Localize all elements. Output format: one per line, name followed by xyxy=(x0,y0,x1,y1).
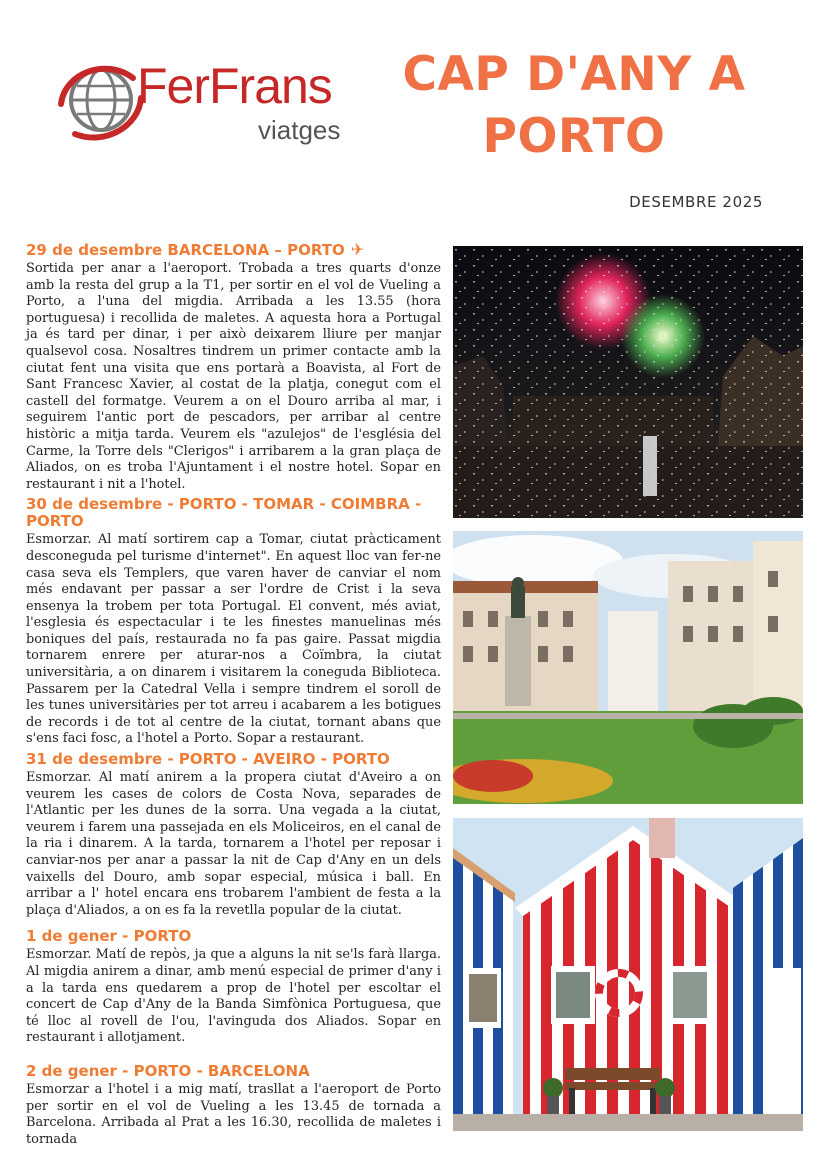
day-section xyxy=(26,496,441,748)
day-description: Esmorzar a l'hotel i a mig matí, trasllat a l'aeroport de Porto per sortir en el vol de Vueling a les 13.45 de tornada a Barcelona. Arribada al Prat a les 16.30, recollida de maletes i tornada xyxy=(26,1081,441,1147)
coimbra-square-photo xyxy=(453,531,803,804)
day-section xyxy=(26,928,441,1047)
globe-swoosh-logo-icon xyxy=(55,54,147,146)
day-section xyxy=(26,751,441,919)
trip-date: DESEMBRE 2025 xyxy=(629,193,763,211)
day-description: Esmorzar. Al matí sortirem cap a Tomar, ciutat pràcticament desconeguda pel turisme d'internet". En aquest lloc van fer-ne casa seva els Templers, que varen haver de canviar el nom més endavant per passar a ser l'ordre de Crist i la seva ensenya la trobem per tota Portugal. El convent, més aviat, l'esglesia és espectacular i te les finestes manuelinas més boniques del país, restaurada no fa pas gaire. Passat migdia tornarem enrere per aturar-nos a Coïmbra, la ciutat universitària, a on dinarem i visitarem la coneguda Biblioteca. Passarem per la Catedral Vella i sempre tindrem el soroll de les tunes universitàries per tot arreu i acabarem a les botigues de records i de tot al centre de la ciutat, tornant abans que s'ens faci fosc, a l'hotel a Porto. Sopar a restaurant. xyxy=(26,532,441,747)
brand-name: FerFrans xyxy=(137,58,332,114)
costa-nova-houses-photo xyxy=(453,818,803,1131)
day-description: Esmorzar. Al matí anirem a la propera ciutat d'Aveiro a on veurem les cases de colors de Costa Nova, separades de l'Atlantic per les dunes de la sorra. Una vegada a la ciutat, veurem i farem una passejada en els Moliceiros, en el canal de la ria i dinarem. A la tarda, tornarem a l'hotel per reposar i canviar-nos per anar a passar la nit de Cap d'Any en un dels vaixells del Douro, amb sopar especial, música i ball. En arribar a l' hotel encara ens trobarem l'ambient de festa a la plaça d'Aliados, a on es fa la revetlla popular de la ciutat. xyxy=(26,770,441,918)
day-description: Sortida per anar a l'aeroport. Trobada a tres quarts d'onze amb la resta del grup a la T1, per sortir en el vol de Vueling a Porto, a l'una del migdia. Arribada a les 13.55 (hora portuguesa) i recollida de maletes. A aquesta hora a Portugal ja és tard per dinar, i per això deixarem lliure per manjar qualsevol cosa. Nosaltres tindrem un primer contacte amb la ciutat fent una visita que ens portarà a Boavista, al Fort de Sant Francesc Xavier, al costat de la platja, conegut com el castell del formatge. Veurem a on el Douro arriba al mar, i seguirem l'antic port de pescadors, per arribar al centre històric a mitja tarda. Veurem els "azulejos" de l'església del Carme, la Torre dels "Clerigos" i arribarem a la gran plaça de Aliados, on es troba l'Ajuntament i el nostre hotel. Sopar en restaurant i nit a l'hotel. xyxy=(26,261,441,492)
day-heading: 2 de gener - PORTO - BARCELONA xyxy=(26,1061,310,1080)
page-title: CAP D'ANY A PORTO xyxy=(402,47,746,164)
day-heading: 30 de desembre - PORTO - TOMAR - COIMBRA - PORTO xyxy=(26,495,422,531)
day-section xyxy=(26,1063,441,1148)
logo xyxy=(55,52,375,152)
airplane-icon: ✈ xyxy=(350,240,365,259)
fireworks-photo xyxy=(453,246,803,518)
day-heading: 31 de desembre - PORTO - AVEIRO - PORTO xyxy=(26,750,390,769)
day-heading-text: 29 de desembre BARCELONA – PORTO xyxy=(26,241,345,259)
day-description: Esmorzar. Matí de repòs, ja que a alguns la nit se'ls farà llarga. Al migdia anirem a dinar, amb menú especial de primer d'any i a la tarda ens quedarem a prop de l'hotel per escoltar el concert de Cap d'Any de la Banda Simfònica Portuguesa, que té lloc al rovell de l'ou, l'avinguda dos Aliados. Sopar en restaurant i allotjament. xyxy=(26,947,441,1046)
day-section xyxy=(26,241,441,493)
brand-subtitle: viatges xyxy=(258,115,341,145)
itinerary xyxy=(26,241,441,1148)
day-heading xyxy=(26,241,441,259)
day-heading: 1 de gener - PORTO xyxy=(26,927,192,946)
